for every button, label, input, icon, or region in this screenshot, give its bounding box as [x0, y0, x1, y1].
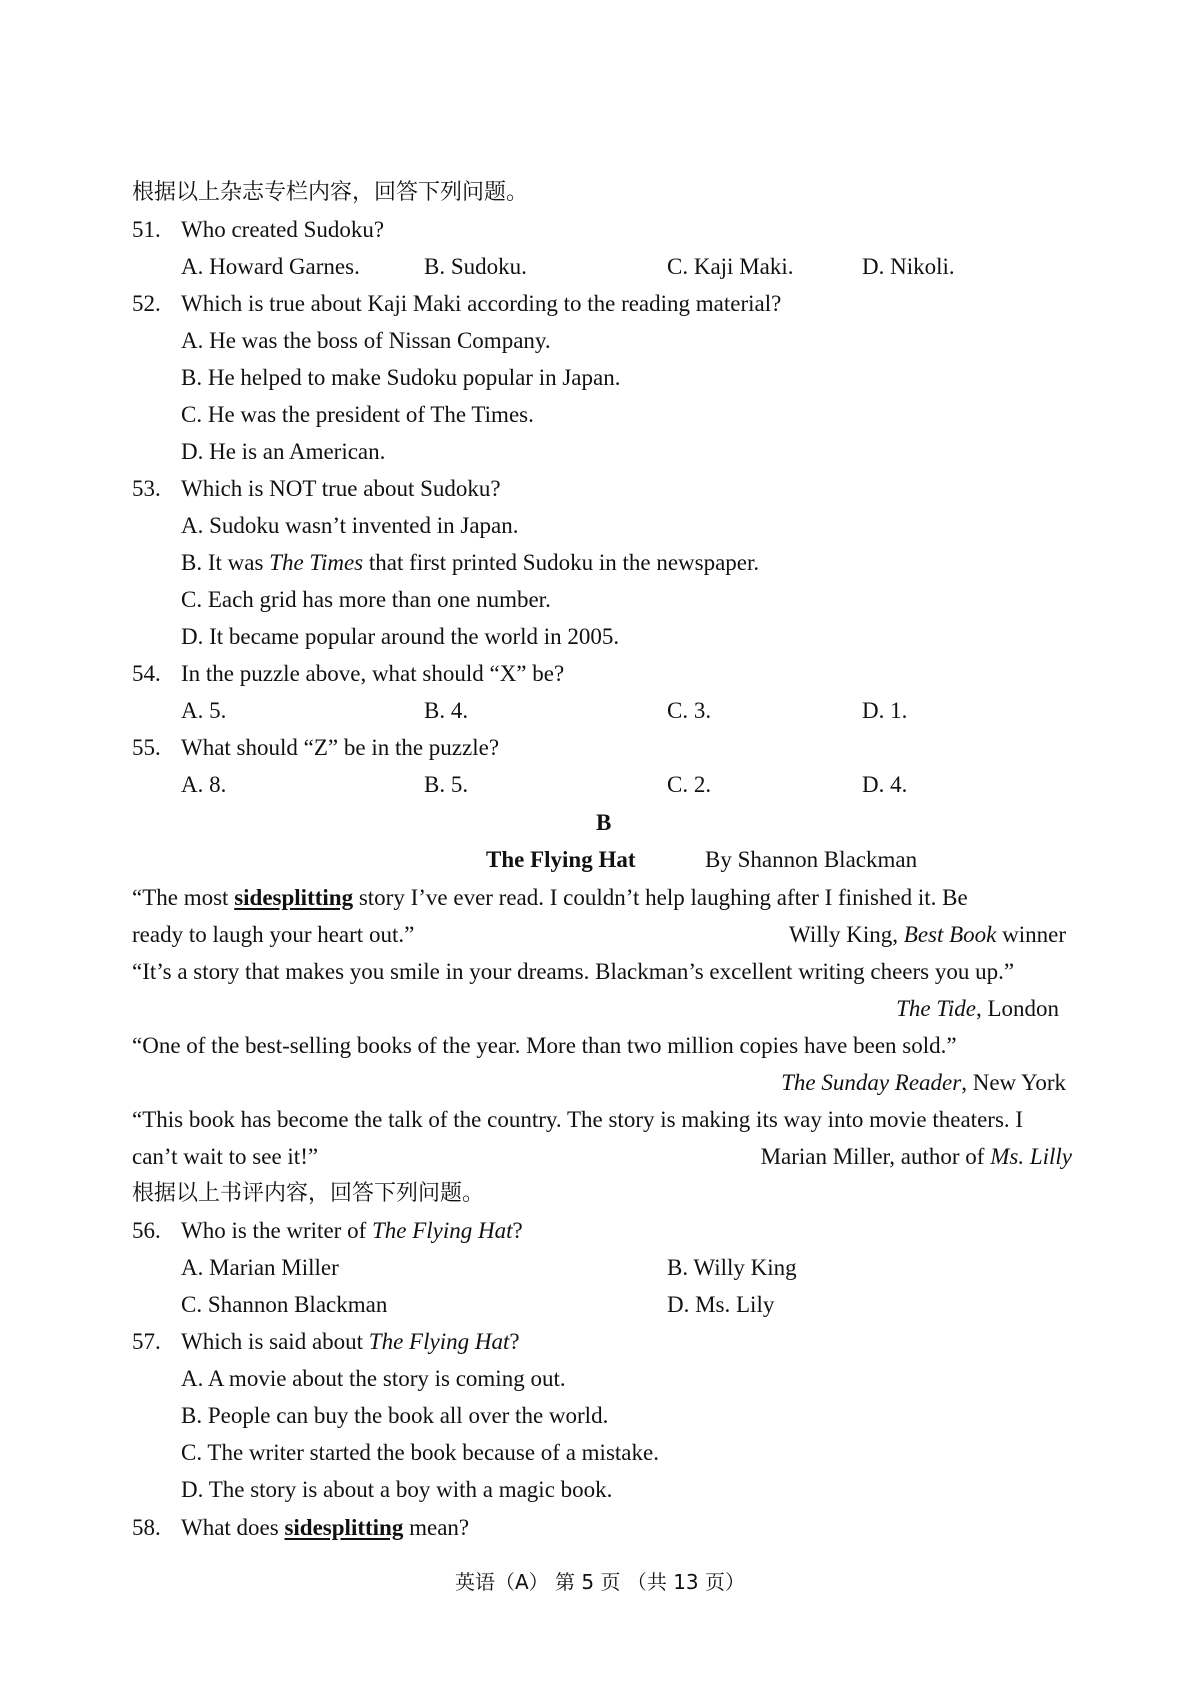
option-d[interactable]: D. Nikoli.	[862, 254, 955, 279]
option-b[interactable]	[181, 548, 759, 578]
review-2-line-1: “It’s a story that makes you smile in your dreams. Blackman’s excellent writing cheers you up.”	[132, 959, 1015, 984]
question-number: 54.	[132, 661, 161, 686]
source-italic: The Sunday Reader	[781, 1070, 962, 1095]
option-c[interactable]: C. The writer started the book because of a mistake.	[181, 1440, 659, 1465]
option-d[interactable]: D. The story is about a boy with a magic book.	[181, 1477, 613, 1502]
question-number: 53.	[132, 476, 161, 501]
option-b[interactable]: B. Sudoku.	[424, 254, 527, 279]
option-b[interactable]: B. 5.	[424, 772, 469, 797]
question-text: Who created Sudoku?	[181, 217, 385, 242]
option-b-italic: The Times	[269, 550, 364, 575]
question-number: 55.	[132, 735, 161, 760]
keyword-sidesplitting: sidesplitting	[234, 885, 354, 910]
section-label: B	[596, 810, 612, 835]
option-a[interactable]: A. A movie about the story is coming out.	[181, 1366, 566, 1391]
option-d[interactable]: D. It became popular around the world in 2005.	[181, 624, 620, 649]
review-4-line-1: “This book has become the talk of the country. The story is making its way into movie theaters. I	[132, 1107, 1024, 1132]
option-a[interactable]: A. Marian Miller	[181, 1255, 339, 1280]
question-text: What should “Z” be in the puzzle?	[181, 735, 500, 760]
review-intro: 根据以上书评内容，回答下列问题。	[132, 1181, 485, 1206]
question-56	[0, 1216, 1200, 1246]
option-d[interactable]: D. Ms. Lily	[667, 1292, 775, 1317]
option-a[interactable]: A. Sudoku wasn’t invented in Japan.	[181, 513, 519, 538]
review-1-line-2: ready to laugh your heart out.”	[132, 922, 415, 947]
option-a[interactable]: A. 5.	[181, 698, 227, 723]
question-text	[181, 1216, 523, 1246]
review-3-line-1: “One of the best-selling books of the year. More than two million copies have been sold.”	[132, 1033, 957, 1058]
option-b[interactable]: B. 4.	[424, 698, 469, 723]
source-post: winner	[996, 922, 1066, 947]
question-text: Which is NOT true about Sudoku?	[181, 476, 501, 501]
options-55	[0, 770, 1200, 800]
review-text: story I’ve ever read. I couldn’t help laughing after I finished it. Be	[353, 885, 968, 910]
question-52	[0, 289, 1200, 319]
options-54	[0, 696, 1200, 726]
question-58	[0, 1513, 1200, 1543]
option-a[interactable]: A. He was the boss of Nissan Company.	[181, 328, 551, 353]
option-b-post: that first printed Sudoku in the newspaper.	[363, 550, 760, 575]
question-number: 58.	[132, 1515, 161, 1540]
question-text-post: ?	[509, 1329, 520, 1354]
review-3-source	[781, 1068, 1066, 1098]
question-51	[0, 215, 1200, 245]
question-text	[181, 1327, 520, 1357]
page-footer: 英语（A） 第 5 页 （共 13 页）	[455, 1570, 745, 1594]
question-text-italic: The Flying Hat	[371, 1218, 513, 1243]
question-number: 51.	[132, 217, 161, 242]
review-4-line-2: can’t wait to see it!”	[132, 1144, 319, 1169]
question-text-italic: The Flying Hat	[368, 1329, 510, 1354]
question-text-pre: What does	[181, 1515, 285, 1540]
question-text-post: mean?	[403, 1515, 470, 1540]
review-1-source	[789, 920, 1066, 950]
option-b[interactable]: B. He helped to make Sudoku popular in Japan.	[181, 365, 621, 390]
question-text	[181, 1513, 469, 1543]
question-55	[0, 733, 1200, 763]
question-text: Which is true about Kaji Maki according to the reading material?	[181, 291, 782, 316]
option-d[interactable]: D. He is an American.	[181, 439, 386, 464]
question-text-pre: Which is said about	[181, 1329, 369, 1354]
source-italic: Ms. Lilly	[990, 1144, 1072, 1169]
option-c[interactable]: C. Kaji Maki.	[667, 254, 794, 279]
book-title: The Flying Hat	[486, 847, 636, 872]
option-c[interactable]: C. Each grid has more than one number.	[181, 587, 551, 612]
book-author: By Shannon Blackman	[705, 847, 918, 872]
review-2-source	[896, 994, 1059, 1024]
option-b[interactable]: B. Willy King	[667, 1255, 797, 1280]
source-post: , New York	[961, 1070, 1066, 1095]
option-c[interactable]: C. Shannon Blackman	[181, 1292, 388, 1317]
option-d[interactable]: D. 1.	[862, 698, 908, 723]
question-53	[0, 474, 1200, 504]
option-a[interactable]: A. Howard Garnes.	[181, 254, 360, 279]
options-56-row-1	[0, 1253, 1200, 1283]
review-text: “The most	[132, 885, 235, 910]
options-51	[0, 252, 1200, 282]
option-a[interactable]: A. 8.	[181, 772, 227, 797]
magazine-intro: 根据以上杂志专栏内容，回答下列问题。	[132, 180, 529, 205]
source-post: , London	[975, 996, 1059, 1021]
option-c[interactable]: C. He was the president of The Times.	[181, 402, 534, 427]
source-name: Willy King,	[789, 922, 904, 947]
question-number: 52.	[132, 291, 161, 316]
option-d[interactable]: D. 4.	[862, 772, 908, 797]
option-b-pre: B. It was	[181, 550, 270, 575]
question-57	[0, 1327, 1200, 1357]
question-54	[0, 659, 1200, 689]
question-number: 56.	[132, 1218, 161, 1243]
option-b[interactable]: B. People can buy the book all over the world.	[181, 1403, 609, 1428]
source-italic: Best Book	[903, 922, 997, 947]
question-number: 57.	[132, 1329, 161, 1354]
question-text-post: ?	[512, 1218, 523, 1243]
source-italic: The Tide	[896, 996, 976, 1021]
source-name: Marian Miller, author of	[760, 1144, 991, 1169]
option-c[interactable]: C. 3.	[667, 698, 712, 723]
review-1-line-1	[132, 883, 968, 913]
options-56-row-2	[0, 1290, 1200, 1320]
option-c[interactable]: C. 2.	[667, 772, 712, 797]
question-text: In the puzzle above, what should “X” be?	[181, 661, 565, 686]
review-4-source	[761, 1142, 1072, 1172]
question-text-pre: Who is the writer of	[181, 1218, 372, 1243]
keyword-sidesplitting: sidesplitting	[284, 1515, 404, 1540]
